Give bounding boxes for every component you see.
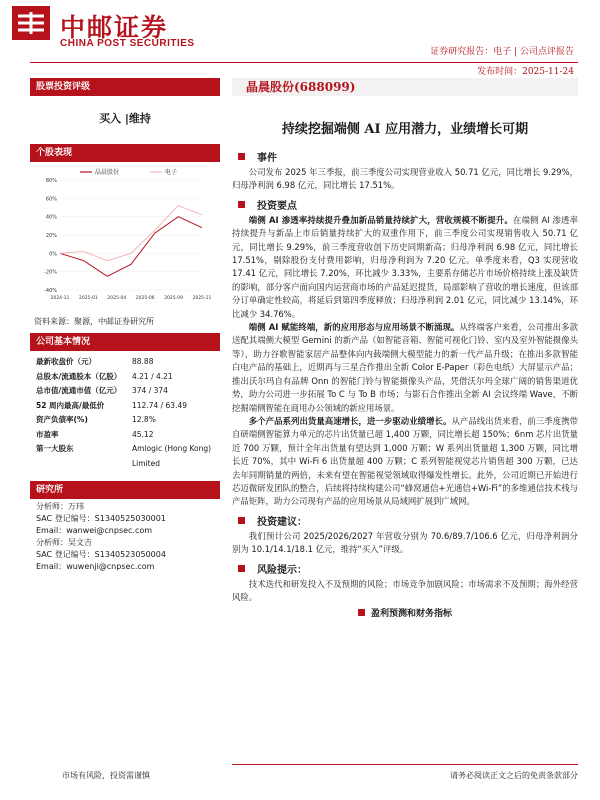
- section-heading: [232, 149, 578, 164]
- y-tick-label: -20%: [44, 269, 57, 276]
- basic-info-table: [36, 355, 220, 471]
- analyst-header: 研究所: [30, 481, 220, 499]
- section-paragraph: [232, 214, 578, 321]
- stock-name-bar: 晶晨股份(688099): [232, 78, 578, 96]
- x-tick-label: 2025-01: [78, 296, 98, 301]
- info-value: 88.88: [132, 357, 154, 366]
- paragraph-text: 技术迭代和研发投入不及预期的风险；市场竞争加剧风险；市场需求不及预期；海外经营风险。: [232, 578, 578, 602]
- legend-label: 电子: [165, 169, 178, 176]
- financial-forecast-label: 盈利预测和财务指标: [370, 609, 452, 620]
- info-value: 45.12: [132, 429, 154, 439]
- info-row: [36, 413, 220, 428]
- sidebar: [30, 78, 220, 573]
- chart-svg: [30, 162, 220, 312]
- info-value: Amlogic (Hong Kong) Limited: [132, 444, 212, 468]
- analyst-line: 分析师：吴文吉: [36, 538, 92, 547]
- analyst-line: 分析师：万玮: [36, 502, 84, 511]
- y-tick-label: 80%: [45, 178, 57, 184]
- section-title: 投资要点: [257, 200, 297, 212]
- section-paragraph: [232, 166, 578, 193]
- analyst-list: [36, 501, 220, 573]
- basic-info-header: 公司基本情况: [30, 333, 220, 351]
- rating-value: 买入 |维持: [99, 112, 151, 125]
- paragraph-text: 公司发布 2025 年三季报，前三季度公司实现营业收入 50.71 亿元，同比增长 9.29%，归母净利润 6.98 亿元，同比增长 17.51%。: [232, 167, 578, 191]
- y-tick-label: -40%: [44, 288, 57, 294]
- x-tick-label: 2025-04: [107, 296, 127, 301]
- logo-english-name: CHINA POST SECURITIES: [60, 38, 195, 49]
- section-title: 事件: [257, 153, 277, 164]
- paragraph-text: 从产品线出货来看，前三季度携带自研端侧智能算力单元的芯片出货量已超 1,400 万颗，同比增长超 150%；6nm 芯片出货量近 700 万颗，预计全年出货量有望达到 1,000 万颗；W 系列出货量超 1,300 万颗，同比增长近 70%，其中 Wi-Fi 6 出货量超 400 万颗；C 系列智能视觉芯片销售超 300 万颗，已达去年同期销量的两倍，未来有望在智能视觉领域取得爆发性增长。此外，公司近期已开始进行芯迈微研发团队的整合，后续将持续构建公司“蜂窝通信+光通信+Wi-Fi”的多维通信技术栈与产品矩阵，助力公司现有产品的应用场景从局域网扩展到广域网。: [232, 415, 579, 507]
- section-heading: [232, 561, 578, 576]
- info-label: 总股本/流通股本（亿股）: [36, 371, 122, 381]
- analyst-line: SAC 登记编号：S1340523050004: [36, 550, 166, 559]
- y-tick-label: 20%: [45, 233, 57, 239]
- risk-footer: 市场有风险，投资需谨慎: [62, 771, 150, 780]
- info-label: 资产负债率(%): [36, 415, 88, 424]
- x-tick-label: 2025-06: [135, 296, 155, 301]
- paragraph-lead: 端侧 AI 赋能终端，新的应用形态与应用场景不断涌现。: [248, 322, 460, 333]
- main-content: [232, 78, 578, 619]
- bullet-icon: [238, 201, 245, 208]
- y-tick-label: 60%: [45, 196, 57, 203]
- bullet-icon: [238, 565, 245, 572]
- x-tick-label: 2025-11: [192, 296, 212, 301]
- rating-header: 股票投资评级: [30, 78, 220, 96]
- x-tick-label: 2024-11: [50, 296, 70, 301]
- info-row: [36, 355, 220, 370]
- info-value: 4.21 / 4.21: [132, 371, 173, 381]
- paragraph-text: 从终端客户来看，公司推出多款送配其端侧大模型 Gemini 的新产品（如智能音箱、智能可视化门铃、室内及室外智能摄像头等），助力谷歌智能家居产品整体向内载端侧大模型能力的新一代产品升级；在推出多款智能白电产品的基础上，近期再与三星合作推出全新 Color E-Paper（彩色电纸）大屏显示产品；推出沃尔玛自有品牌 Onn 的智能门铃与智能摄像头产品，凭借沃尔玛全球广阔的销售渠道优势，助力公司进一步拓展 To C 与 To B 市场；与影石合作推出全新 AI 会议终端 Wave，不断挖掘端侧智能在商用办公领域的新应用场景。: [232, 322, 579, 413]
- info-row: [36, 399, 220, 414]
- page-header: [0, 0, 600, 80]
- company-logo-icon: [12, 6, 50, 40]
- chart-header: 个股表现: [30, 144, 220, 162]
- financial-forecast-title: [232, 606, 578, 619]
- legend-label: 晶晨股份: [95, 169, 120, 176]
- paragraph-text: 在端侧 AI 渗透率持续提升与新品上市后销量持续扩大的双重作用下，前三季度公司实现销售收入 50.71 亿元，同比增长 9.29%，前三季度营收创下历史同期新高；归母净利润 6.98 亿元，同比增长 17.51%，剔除股份支付费用影响，归母净利润为 7.20 亿元。单季度来看，Q3 实现营收 17.41 亿元，同比增长 7.20%，环比减少 3.33%，主要系存储芯片市场价格持续上涨及缺货的影响，部分客户面向国内运营商市场的产品延迟提货，局部影响了营收的增长速度，但该部分订单确定性较高，将延后到第四季度释放；归母净利润 2.01 亿元，同比减少 13.14%，环比减少 34.76%。: [232, 214, 578, 319]
- info-row: [36, 370, 220, 385]
- bullet-icon: [238, 153, 245, 160]
- disclaimer-footer: 请务必阅读正文之后的免责条款部分: [450, 771, 578, 780]
- info-value: 12.8%: [132, 415, 156, 424]
- info-value: 112.74 / 63.49: [132, 400, 188, 410]
- info-label: 最新收盘价（元）: [36, 357, 96, 366]
- section-paragraph: [232, 578, 578, 605]
- analyst-line: Email：wuwenji@cnpsec.com: [36, 562, 155, 571]
- y-tick-label: 0%: [49, 251, 57, 258]
- logo-chinese-name: 中邮证券: [60, 13, 169, 42]
- bullet-icon: [238, 517, 245, 524]
- section-paragraph: [232, 321, 578, 415]
- paragraph-lead: 端侧 AI 渗透率持续提升叠加新品销量持续扩大，营收规模不断提升。: [248, 214, 513, 225]
- series-line: [60, 206, 202, 261]
- series-line: [60, 217, 202, 277]
- analyst-line: Email：wanwei@cnpsec.com: [36, 526, 153, 535]
- footer-divider: [232, 764, 578, 765]
- publish-time: 发布时间：2025-11-24: [477, 67, 574, 77]
- section-title: 投资建议：: [257, 516, 307, 528]
- paragraph-lead: 多个产品系列出货量高速增长，进一步驱动业绩增长。: [248, 415, 452, 426]
- section-heading: [232, 513, 578, 528]
- header-divider: [30, 62, 578, 63]
- stock-performance-chart: [30, 162, 220, 312]
- x-tick-label: 2025-09: [164, 296, 184, 301]
- info-row: [36, 428, 220, 443]
- analyst-line: SAC 登记编号：S1340525030001: [36, 514, 166, 523]
- info-value: 374 / 374: [132, 386, 168, 395]
- bullet-icon: [358, 609, 365, 616]
- paragraph-text: 我们预计公司 2025/2026/2027 年营收分别为 70.6/89.7/106.6 亿元，归母净利润分别为 10.1/14.1/18.1 亿元，维持“买入”评级。: [232, 530, 578, 555]
- chart-source: 资料来源：聚源，中邮证券研究所: [34, 317, 154, 326]
- info-label: 市盈率: [36, 429, 59, 439]
- section-paragraph: [232, 530, 578, 557]
- info-row: [36, 384, 220, 399]
- report-title: 持续挖掘端侧 AI 应用潜力，业绩增长可期: [281, 122, 529, 137]
- info-label: 52 周内最高/最低价: [36, 400, 105, 410]
- report-type: 证券研究报告：电子 | 公司点评报告: [430, 47, 574, 57]
- info-row: [36, 442, 220, 471]
- section-paragraph: [232, 415, 578, 509]
- info-label: 第一大股东: [36, 444, 74, 453]
- info-label: 总市值/流通市值（亿元）: [36, 386, 122, 395]
- y-tick-label: 40%: [45, 214, 57, 221]
- report-sections: [232, 149, 578, 604]
- section-title: 风险提示：: [257, 564, 307, 576]
- section-heading: [232, 197, 578, 212]
